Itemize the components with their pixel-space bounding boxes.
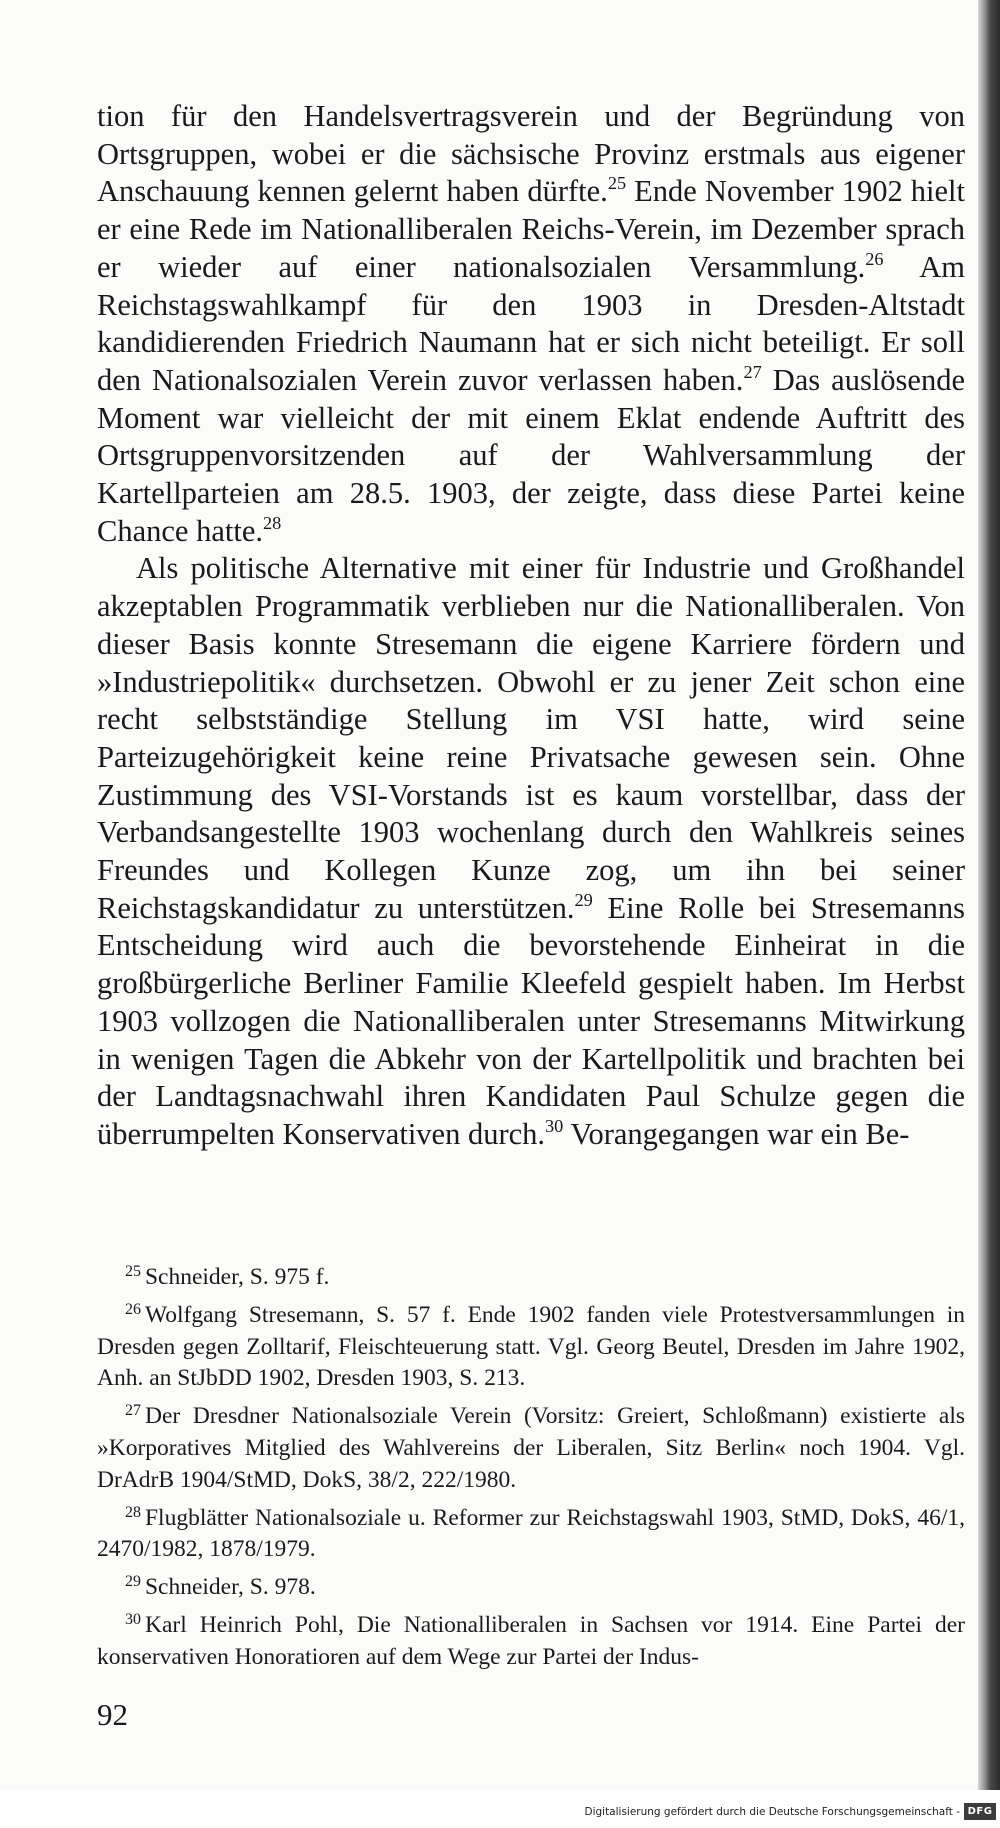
text-segment: tion für den Handelsvertragsverein und der Begründung von Ortsgruppen, wobei er die sächsische Provinz erstmals aus eigener Anschauung kennen gelernt haben dürfte. <box>97 99 965 209</box>
footnote-text: Schneider, S. 975 f. <box>144 1264 330 1290</box>
footnote-ref-25[interactable]: 25 <box>607 173 627 194</box>
text-segment: Ende November 1902 hielt er eine Rede im Nationalliberalen Reichs-Verein, im Dezember sprach er wieder auf einer nationalsozialen Versammlung. <box>97 174 966 284</box>
digitization-footer <box>0 1790 1000 1828</box>
main-text <box>97 98 965 1154</box>
footnote-number: 30 <box>125 1611 141 1629</box>
footnote-number: 25 <box>125 1263 141 1281</box>
page-number: 92 <box>97 1697 128 1732</box>
footnote-number: 28 <box>125 1503 141 1521</box>
footnote-text: Karl Heinrich Pohl, Die Nationalliberalen in Sachsen vor 1914. Eine Partei der konservativen Honoratioren auf dem Wege zur Partei der Indus- <box>97 1612 965 1671</box>
footnote-number: 29 <box>125 1573 141 1591</box>
footnote-25 <box>97 1262 965 1294</box>
footnote-28 <box>97 1503 965 1566</box>
footnote-ref-26[interactable]: 26 <box>865 248 884 269</box>
page-gutter-shadow <box>978 0 1000 1790</box>
body-paragraph-2 <box>97 550 965 1153</box>
footnote-number: 26 <box>125 1301 141 1319</box>
footnote-27 <box>97 1401 965 1496</box>
text-segment: Als politische Alternative mit einer für Industrie und Großhandel akzeptablen Programmatik verblieben nur die Nationalliberalen. Von dieser Basis konnte Stresemann die eigene Karriere fördern und »Industriepolitik« durchsetzen. Obwohl er zu jener Zeit schon eine recht selbstständige Stellung im VSI hatte, wird seine Parteizugehörigkeit keine reine Privatsache gewesen sein. Ohne Zustimmung des VSI-Vorstands ist es kaum vorstellbar, dass der Verbandsangestellte 1903 wochenlang durch den Wahlkreis seines Freundes und Kollegen Kunze zog, um ihn bei seiner Reichstagskandidatur zu unterstützen. <box>97 551 965 925</box>
text-segment: Eine Rolle bei Stresemanns Entscheidung wird auch die bevorstehende Einheirat in die großbürgerliche Berliner Familie Kleefeld gespielt haben. Im Herbst 1903 vollzogen die Nationalliberalen unter Stresemanns Mitwirkung in wenigen Tagen die Abkehr von der Kartellpolitik und brachten bei der Landtagsnachwahl ihren Kandidaten Paul Schulze gegen die überrumpelten Konservativen durch. <box>97 890 965 1151</box>
body-paragraph-1 <box>97 98 965 550</box>
footnote-number: 27 <box>125 1402 141 1420</box>
text-segment: Vorangegangen war ein Be- <box>563 1116 910 1151</box>
footnote-ref-28[interactable]: 28 <box>262 512 282 533</box>
footnote-30 <box>97 1610 965 1673</box>
footnote-29 <box>97 1572 965 1604</box>
footnote-text: Schneider, S. 978. <box>144 1574 316 1601</box>
footnote-text: Flugblätter Nationalsoziale u. Reformer zur Reichstagswahl 1903, StMD, DokS, 46/1, 2470/1982, 1878/1979. <box>97 1504 965 1563</box>
text-segment: Am Reichstagswahlkampf für den 1903 in Dresden-Altstadt kandidierenden Friedrich Naumann hat er sich nicht beteiligt. Er soll den Nationalsozialen Verein zuvor verlassen haben. <box>97 249 965 397</box>
dfg-logo-icon: DFG <box>964 1803 996 1820</box>
footnote-26 <box>97 1300 965 1395</box>
footnote-text: Der Dresdner Nationalsoziale Verein (Vorsitz: Greiert, Schloßmann) existierte als »Korporatives Mitglied des Wahlvereins der Liberalen, Sitz Berlin« noch 1904. Vgl. DrAdrB 1904/StMD, DokS, 38/2, 222/1980. <box>97 1403 965 1493</box>
footnote-ref-30[interactable]: 30 <box>545 1116 564 1137</box>
footnotes <box>97 1262 965 1680</box>
text-segment: Das auslösende Moment war vielleicht der mit einem Eklat endende Auftritt des Ortsgruppenvorsitzenden auf der Wahlversammlung der Kartellparteien am 28.5. 1903, der zeigte, dass diese Partei keine Chance hatte. <box>97 362 965 548</box>
footnote-ref-29[interactable]: 29 <box>574 889 593 910</box>
footnote-ref-27[interactable]: 27 <box>743 362 762 383</box>
footnote-text: Wolfgang Stresemann, S. 57 f. Ende 1902 fanden viele Protestversammlungen in Dresden gegen Zolltarif, Fleischteuerung statt. Vgl. Georg Beutel, Dresden im Jahre 1902, Anh. an StJbDD 1902, Dresden 1903, S. 213. <box>97 1302 965 1392</box>
funding-credit: Digitalisierung gefördert durch die Deutsche Forschungsgemeinschaft - <box>584 1806 960 1818</box>
